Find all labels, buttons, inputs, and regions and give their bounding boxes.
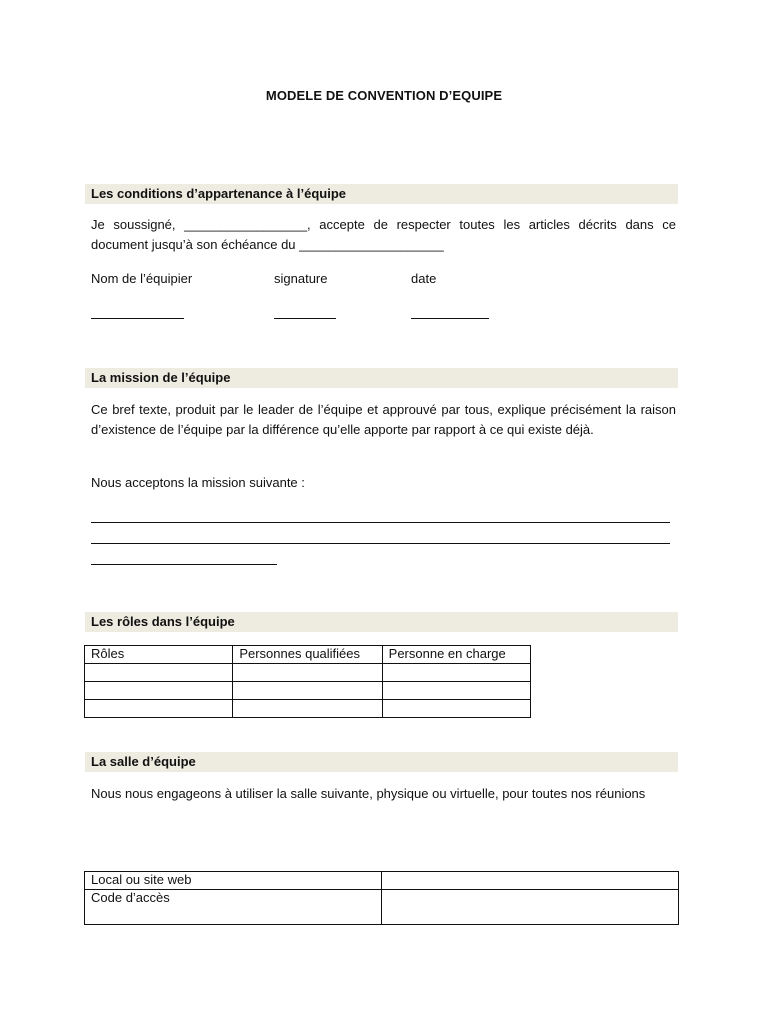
roles-cell[interactable] [85, 700, 233, 718]
section-heading-membership: Les conditions d’appartenance à l’équipe [85, 184, 678, 204]
roles-cell[interactable] [85, 664, 233, 682]
label-date: date [411, 271, 437, 286]
roles-table-header-row [85, 646, 531, 664]
roles-header-in-charge: Personne en charge [382, 646, 530, 664]
mission-description: Ce bref texte, produit par le leader de l’équipe et approuvé par tous, explique précisément la raison d’existence de l’équipe par la différence qu’elle apporte par rapport à ce qui existe déjà. [91, 402, 676, 437]
table-row [85, 890, 679, 925]
room-access-code-value[interactable] [381, 890, 678, 925]
name-blank-line[interactable] [91, 318, 184, 319]
roles-cell[interactable] [85, 682, 233, 700]
roles-table [84, 645, 531, 718]
section-heading-mission: La mission de l’équipe [85, 368, 678, 388]
table-row [85, 664, 531, 682]
in-charge-cell[interactable] [382, 664, 530, 682]
in-charge-cell[interactable] [382, 682, 530, 700]
date-blank-line[interactable] [411, 318, 489, 319]
room-access-code-label: Code d’accès [85, 890, 382, 925]
label-member-name: Nom de l’équipier [91, 271, 193, 286]
label-signature: signature [274, 271, 328, 286]
qualified-cell[interactable] [233, 700, 382, 718]
mission-accept-text: Nous acceptons la mission suivante : [91, 475, 305, 490]
membership-text-line2: document jusqu’à son échéance du ____________________ [91, 237, 444, 252]
qualified-cell[interactable] [233, 664, 382, 682]
roles-header-roles: Rôles [85, 646, 233, 664]
roles-header-qualified: Personnes qualifiées [233, 646, 382, 664]
room-description: Nous nous engageons à utiliser la salle suivante, physique ou virtuelle, pour toutes nos réunions [91, 786, 646, 801]
document-title: MODELE DE CONVENTION D’EQUIPE [265, 88, 503, 103]
qualified-cell[interactable] [233, 682, 382, 700]
mission-blank-line-2[interactable] [91, 543, 670, 544]
room-location-label: Local ou site web [85, 872, 382, 890]
room-location-value[interactable] [381, 872, 678, 890]
membership-text-line1: Je soussigné, _________________, accepte de respecter toutes les articles décrits dans ce [91, 217, 676, 232]
section-heading-roles: Les rôles dans l’équipe [85, 612, 678, 632]
table-row [85, 682, 531, 700]
mission-blank-line-1[interactable] [91, 522, 670, 523]
table-row [85, 700, 531, 718]
mission-blank-line-3[interactable] [91, 564, 277, 565]
signature-blank-line[interactable] [274, 318, 336, 319]
section-heading-room: La salle d’équipe [85, 752, 678, 772]
room-table [84, 871, 679, 925]
table-row [85, 872, 679, 890]
in-charge-cell[interactable] [382, 700, 530, 718]
